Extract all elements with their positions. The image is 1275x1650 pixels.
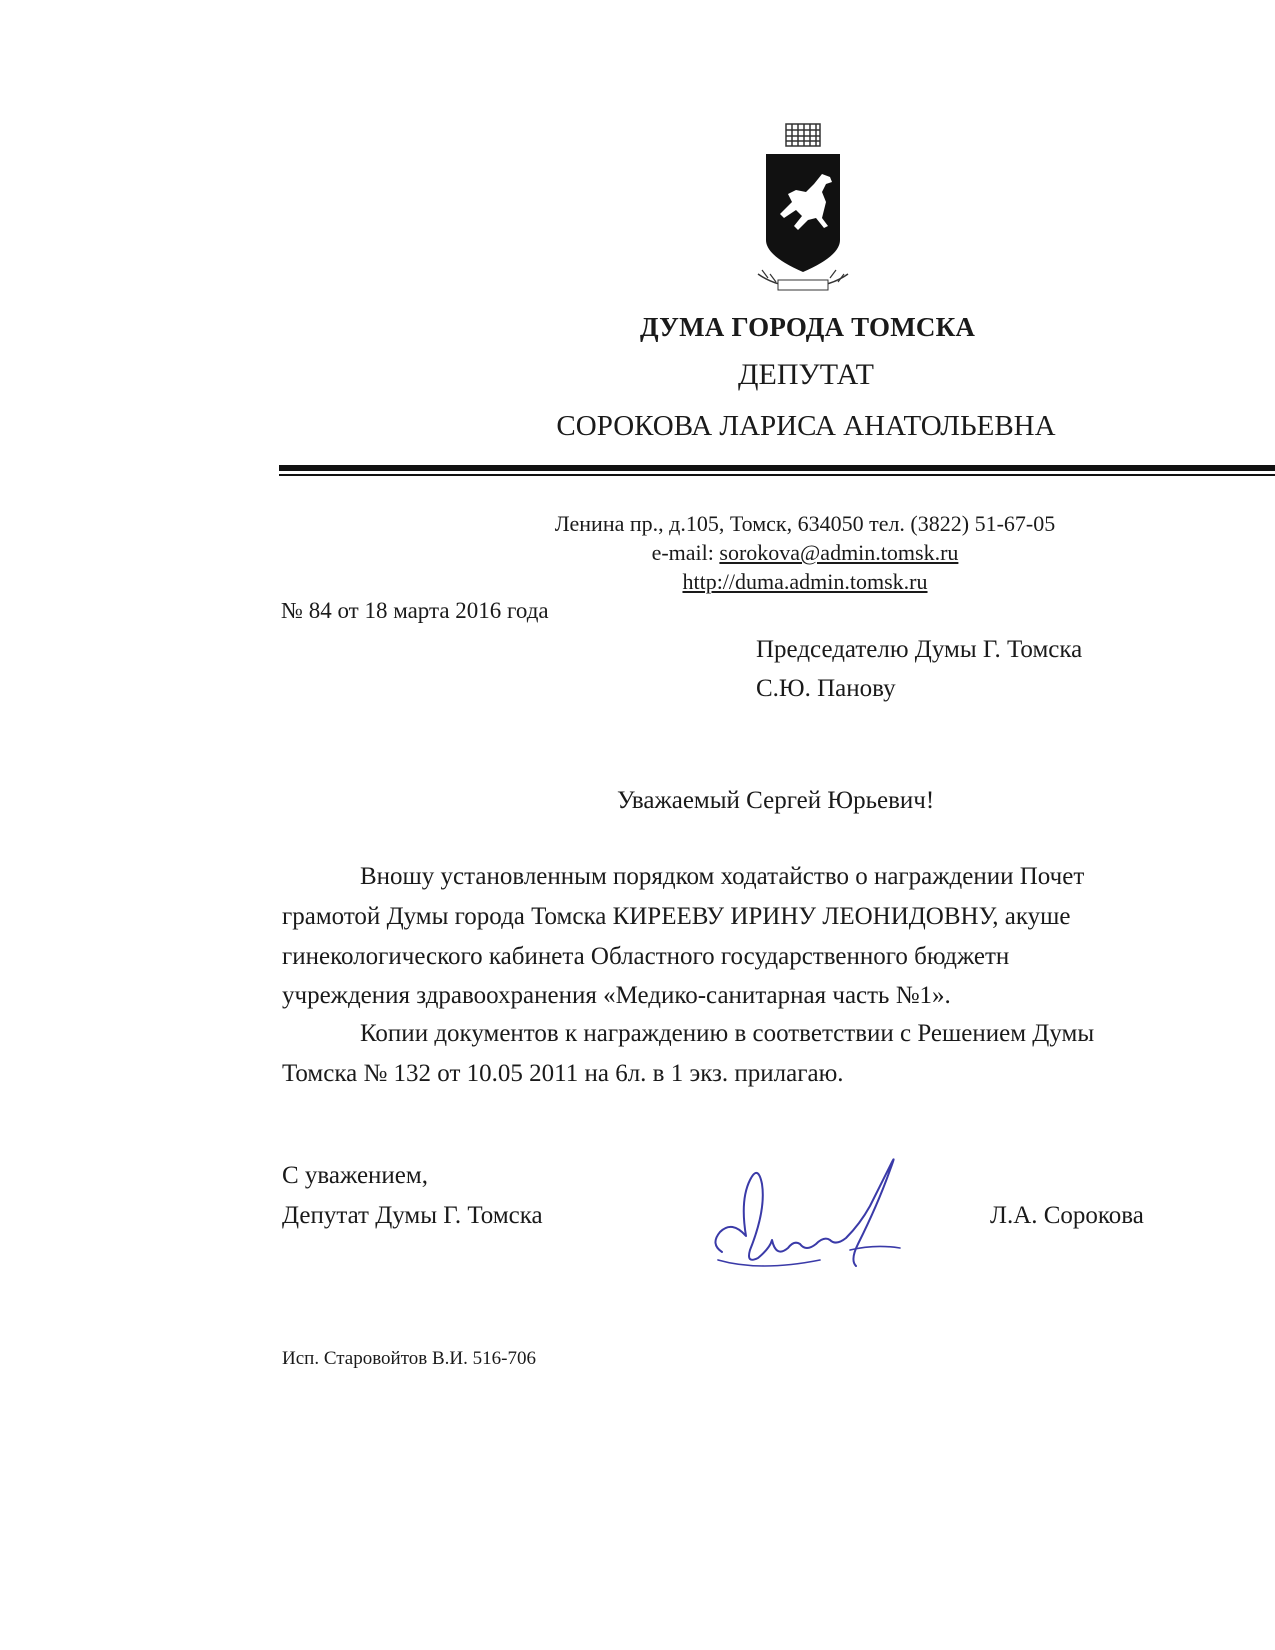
deputy-name: СОРОКОВА ЛАРИСА АНАТОЛЬЕВНА bbox=[556, 410, 1056, 442]
organization-title: ДУМА ГОРОДА ТОМСКА bbox=[640, 312, 976, 342]
signer-position: Депутат Думы Г. Томска bbox=[282, 1202, 543, 1229]
deputy-role: ДЕПУТАТ bbox=[738, 358, 874, 391]
salutation: Уважаемый Сергей Юрьевич! bbox=[617, 787, 935, 814]
address-line: Ленина пр., д.105, Томск, 634050 тел. (3822) 51-67-05 bbox=[554, 511, 1056, 536]
body-paragraph-1-line: гинекологического кабинета Областного государственного бюджетн bbox=[282, 943, 1010, 970]
executor-note: Исп. Старовойтов В.И. 516-706 bbox=[282, 1348, 536, 1369]
outgoing-number-date: № 84 от 18 марта 2016 года bbox=[281, 598, 549, 623]
signer-name: Л.А. Сорокова bbox=[990, 1202, 1144, 1229]
website-line bbox=[455, 569, 1155, 595]
header-divider-thin bbox=[279, 474, 1275, 476]
closing-phrase: С уважением, bbox=[282, 1162, 428, 1189]
email-line bbox=[455, 540, 1155, 566]
email-label: e-mail: bbox=[651, 540, 720, 565]
body-paragraph-2-line: Томска № 132 от 10.05 2011 на 6л. в 1 экз. прилагаю. bbox=[282, 1060, 844, 1087]
handwritten-signature-icon bbox=[700, 1140, 940, 1280]
recipient-title: Председателю Думы Г. Томска bbox=[756, 636, 1083, 663]
website-link[interactable]: http://duma.admin.tomsk.ru bbox=[682, 569, 928, 594]
body-paragraph-2-line: Копии документов к награждению в соответствии с Решением Думы bbox=[360, 1020, 1095, 1047]
body-paragraph-1-line: учреждения здравоохранения «Медико-санитарная часть №1». bbox=[282, 982, 951, 1009]
tomsk-coat-of-arms-icon bbox=[748, 122, 858, 294]
header-divider-thick bbox=[279, 465, 1275, 471]
body-paragraph-1-line: Вношу установленным порядком ходатайство о награждении Почет bbox=[360, 863, 1085, 890]
recipient-name: С.Ю. Панову bbox=[756, 675, 896, 702]
body-paragraph-1-line: грамотой Думы города Томска КИРЕЕВУ ИРИНУ ЛЕОНИДОВНУ, акуше bbox=[282, 903, 1071, 930]
email-link[interactable]: sorokova@admin.tomsk.ru bbox=[719, 540, 959, 565]
